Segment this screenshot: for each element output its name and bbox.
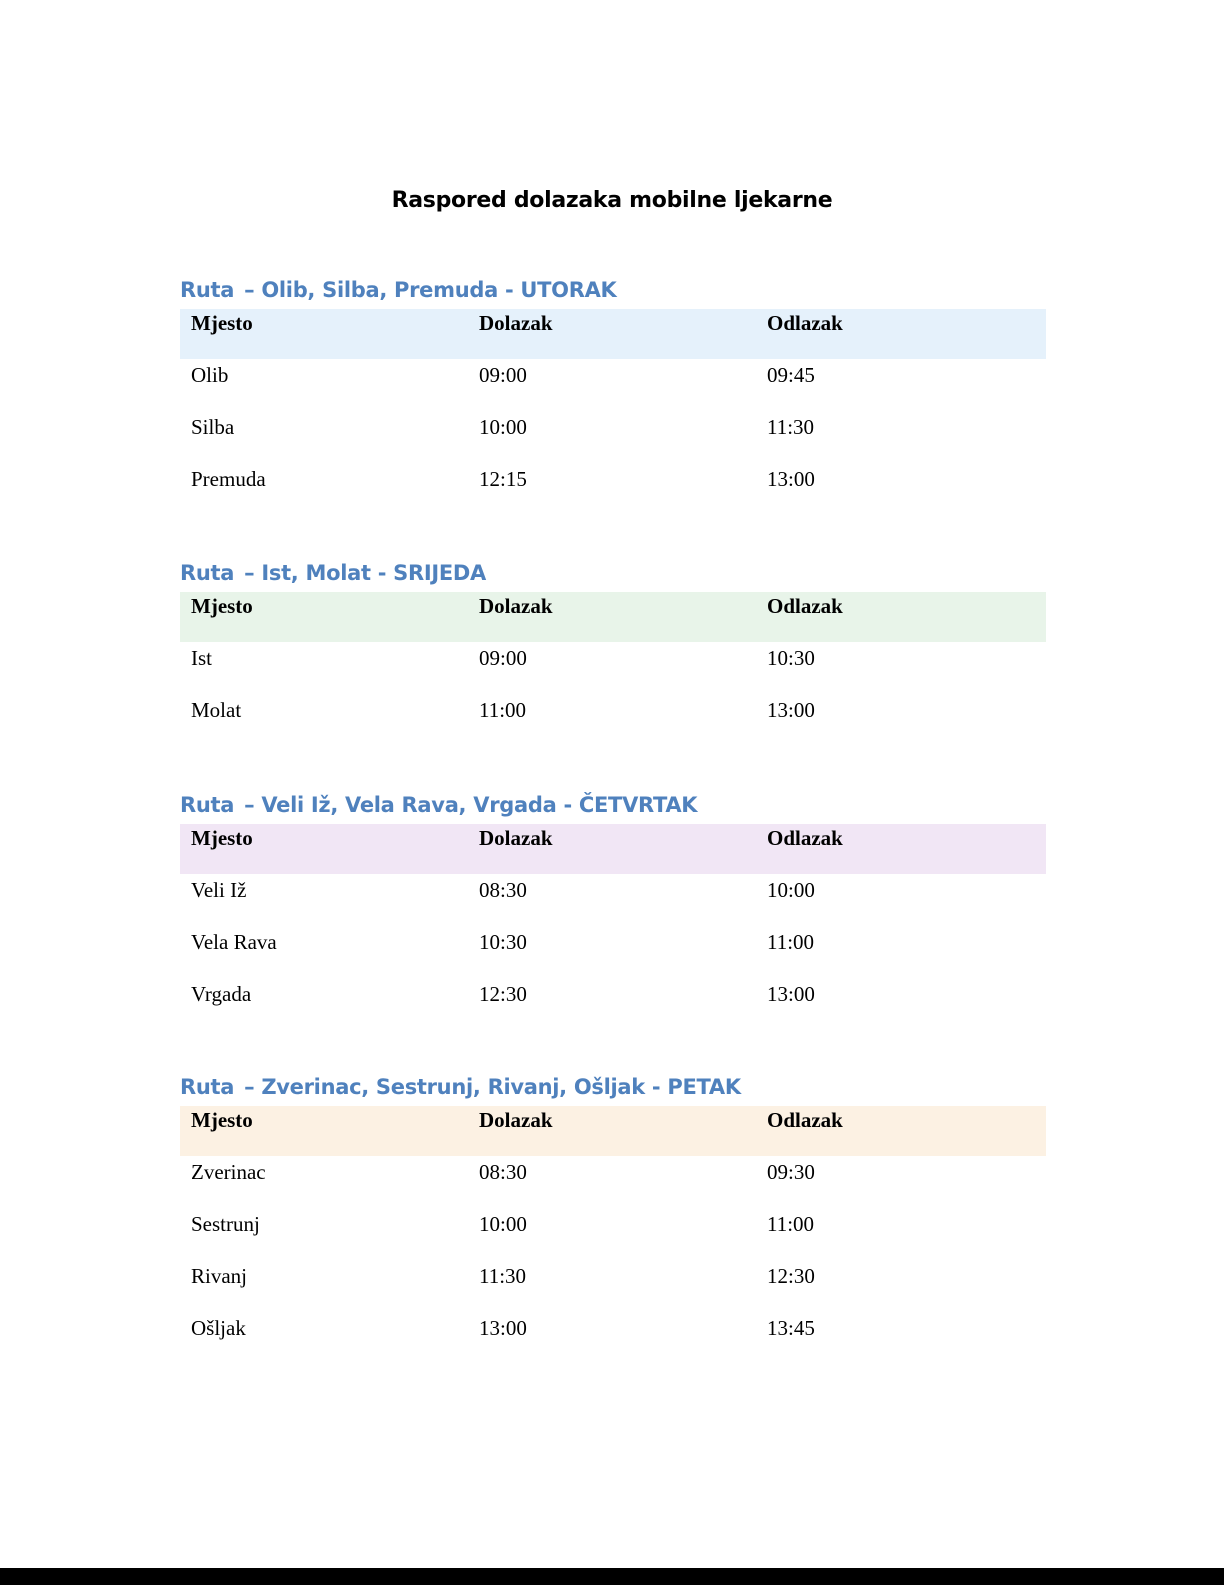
route-heading — [180, 791, 1046, 824]
arrival-cell: 11:30 — [479, 1264, 527, 1288]
place-cell: Vela Rava — [191, 930, 277, 954]
route-heading — [180, 559, 1046, 592]
table-row — [180, 359, 1046, 411]
place-cell: Sestrunj — [191, 1212, 260, 1236]
schedule-table — [180, 592, 1046, 746]
route-section-tuesday — [180, 276, 1046, 515]
route-heading — [180, 1073, 1046, 1106]
table-row — [180, 642, 1046, 694]
column-header-place: Mjesto — [191, 594, 253, 618]
departure-cell: 12:30 — [767, 1264, 815, 1288]
place-cell: Vrgada — [191, 982, 252, 1006]
place-cell: Premuda — [191, 467, 266, 491]
departure-cell: 13:00 — [767, 467, 815, 491]
table-row — [180, 411, 1046, 463]
column-header-place: Mjesto — [191, 826, 253, 850]
arrival-cell: 10:00 — [479, 415, 527, 439]
route-heading-name: – Veli Iž, Vela Rava, Vrgada - ČETVRTAK — [244, 793, 698, 817]
route-heading-prefix: Ruta — [180, 793, 235, 817]
column-header-place: Mjesto — [191, 1108, 253, 1132]
schedule-table — [180, 824, 1046, 1030]
page-title: Raspored dolazaka mobilne ljekarne — [391, 188, 833, 213]
route-heading — [180, 276, 1046, 309]
place-cell: Rivanj — [191, 1264, 247, 1288]
column-header-place: Mjesto — [191, 311, 253, 335]
departure-cell: 13:00 — [767, 982, 815, 1006]
departure-cell: 11:00 — [767, 1212, 815, 1236]
arrival-cell: 10:00 — [479, 1212, 527, 1236]
route-heading-name: – Olib, Silba, Premuda - UTORAK — [244, 278, 617, 302]
column-header-departure: Odlazak — [767, 311, 843, 335]
table-row — [180, 1156, 1046, 1208]
table-row — [180, 1208, 1046, 1260]
column-header-departure: Odlazak — [767, 594, 843, 618]
table-row — [180, 1260, 1046, 1312]
departure-cell: 09:45 — [767, 363, 815, 387]
place-cell: Olib — [191, 363, 229, 387]
column-header-arrival: Dolazak — [479, 594, 553, 618]
place-cell: Veli Iž — [191, 878, 247, 902]
departure-cell: 11:00 — [767, 930, 815, 954]
departure-cell: 13:45 — [767, 1316, 815, 1340]
arrival-cell: 09:00 — [479, 646, 527, 670]
arrival-cell: 08:30 — [479, 878, 527, 902]
place-cell: Ošljak — [191, 1316, 246, 1340]
place-cell: Ist — [191, 646, 212, 670]
arrival-cell: 08:30 — [479, 1160, 527, 1184]
table-row — [180, 874, 1046, 926]
departure-cell: 10:00 — [767, 878, 815, 902]
departure-cell: 10:30 — [767, 646, 815, 670]
column-header-arrival: Dolazak — [479, 826, 553, 850]
table-header-row — [180, 1106, 1046, 1156]
arrival-cell: 10:30 — [479, 930, 527, 954]
table-row — [180, 1312, 1046, 1364]
departure-cell: 13:00 — [767, 698, 815, 722]
route-heading-name: – Zverinac, Sestrunj, Rivanj, Ošljak - PETAK — [244, 1075, 741, 1099]
table-row — [180, 978, 1046, 1030]
route-section-wednesday — [180, 559, 1046, 746]
schedule-table — [180, 309, 1046, 515]
arrival-cell: 13:00 — [479, 1316, 527, 1340]
route-section-friday — [180, 1073, 1046, 1364]
arrival-cell: 12:30 — [479, 982, 527, 1006]
departure-cell: 09:30 — [767, 1160, 815, 1184]
place-cell: Silba — [191, 415, 235, 439]
route-heading-prefix: Ruta — [180, 278, 235, 302]
arrival-cell: 11:00 — [479, 698, 527, 722]
table-header-row — [180, 592, 1046, 642]
table-row — [180, 926, 1046, 978]
arrival-cell: 12:15 — [479, 467, 527, 491]
table-header-row — [180, 824, 1046, 874]
arrival-cell: 09:00 — [479, 363, 527, 387]
column-header-departure: Odlazak — [767, 1108, 843, 1132]
schedule-table — [180, 1106, 1046, 1364]
viewer-bottom-edge — [0, 1568, 1224, 1585]
place-cell: Molat — [191, 698, 242, 722]
table-row — [180, 463, 1046, 515]
route-heading-prefix: Ruta — [180, 1075, 235, 1099]
table-row — [180, 694, 1046, 746]
table-header-row — [180, 309, 1046, 359]
place-cell: Zverinac — [191, 1160, 266, 1184]
departure-cell: 11:30 — [767, 415, 815, 439]
route-section-thursday — [180, 791, 1046, 1030]
route-heading-prefix: Ruta — [180, 561, 235, 585]
column-header-arrival: Dolazak — [479, 1108, 553, 1132]
column-header-arrival: Dolazak — [479, 311, 553, 335]
route-heading-name: – Ist, Molat - SRIJEDA — [244, 561, 487, 585]
column-header-departure: Odlazak — [767, 826, 843, 850]
